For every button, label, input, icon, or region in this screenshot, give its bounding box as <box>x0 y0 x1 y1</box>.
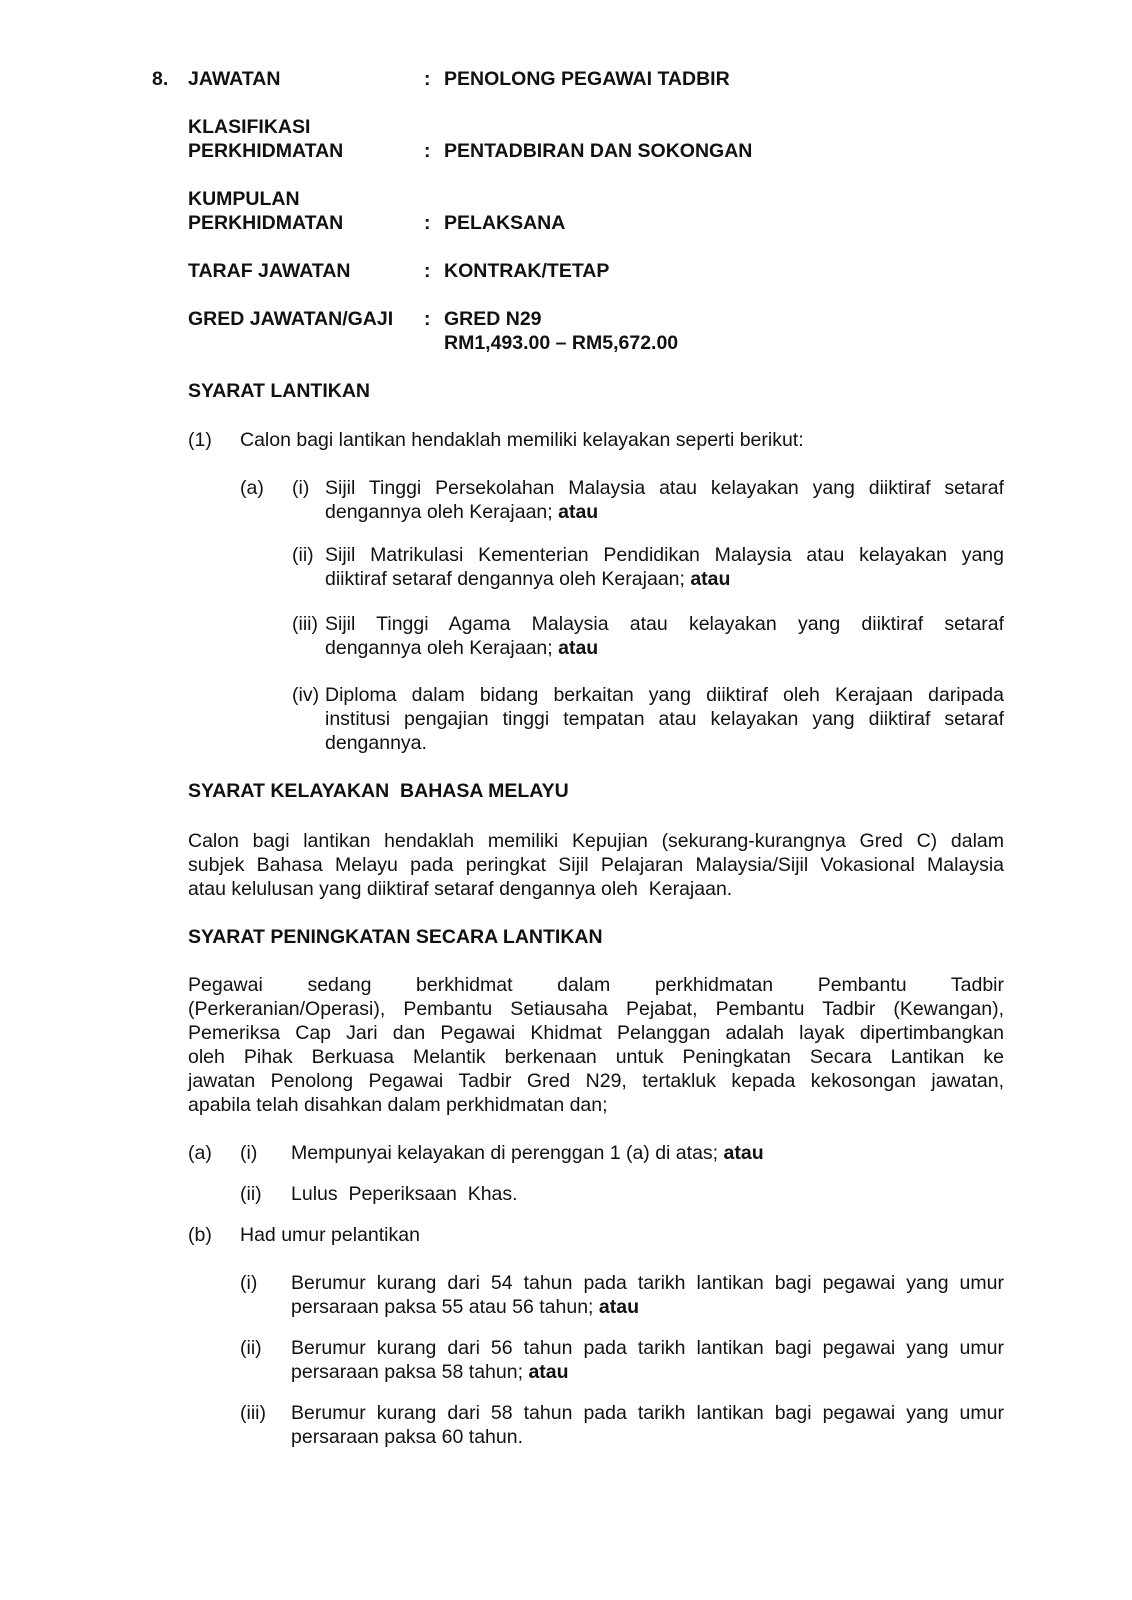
item-number: (i) <box>240 1272 258 1294</box>
colon: : <box>424 260 431 282</box>
kumpulan-label-2: PERKHIDMATAN <box>188 212 344 234</box>
peningkatan-line: jawatan Penolong Pegawai Tadbir Gred N29, tertakluk kepada kekosongan jawatan, <box>188 1070 1004 1092</box>
para-number: (1) <box>188 429 212 451</box>
sub-label-a: (a) <box>188 1142 212 1164</box>
item-line: Diploma dalam bidang berkaitan yang diiktiraf oleh Kerajaan daripada <box>325 684 1004 706</box>
item-line: dengannya oleh Kerajaan; atau <box>325 637 599 659</box>
item-number: (iv) <box>292 684 320 706</box>
item-line: persaraan paksa 55 atau 56 tahun; atau <box>291 1296 640 1318</box>
klasifikasi-value: PENTADBIRAN DAN SOKONGAN <box>444 140 753 162</box>
item-line: Lulus Peperiksaan Khas. <box>291 1183 518 1205</box>
klasifikasi-label-2: PERKHIDMATAN <box>188 140 344 162</box>
peningkatan-line: Pemeriksa Cap Jari dan Pegawai Khidmat Pelanggan adalah layak dipertimbangkan <box>188 1022 1004 1044</box>
jawatan-label: JAWATAN <box>188 68 281 90</box>
para-text: Calon bagi lantikan hendaklah memiliki kelayakan seperti berikut: <box>240 429 804 451</box>
bahasa-line: Calon bagi lantikan hendaklah memiliki Kepujian (sekurang-kurangnya Gred C) dalam <box>188 830 1004 852</box>
colon: : <box>424 140 431 162</box>
item-line: Sijil Matrikulasi Kementerian Pendidikan Malaysia atau kelayakan yang <box>325 544 1004 566</box>
colon: : <box>424 68 431 90</box>
item-line: persaraan paksa 60 tahun. <box>291 1426 524 1448</box>
item-line: Sijil Tinggi Agama Malaysia atau kelayakan yang diiktiraf setaraf <box>325 613 1004 635</box>
item-number: (ii) <box>240 1183 262 1205</box>
item-number: (iii) <box>240 1402 266 1424</box>
syarat-lantikan-heading: SYARAT LANTIKAN <box>188 380 371 402</box>
klasifikasi-label: KLASIFIKASI <box>188 116 311 138</box>
colon: : <box>424 308 431 330</box>
peningkatan-line: apabila telah disahkan dalam perkhidmatan dan; <box>188 1094 608 1116</box>
item-number: (i) <box>240 1142 258 1164</box>
bahasa-heading: SYARAT KELAYAKAN BAHASA MELAYU <box>188 780 569 802</box>
item-line: dengannya oleh Kerajaan; atau <box>325 501 599 523</box>
item-number: (i) <box>292 477 310 499</box>
item-line: Berumur kurang dari 56 tahun pada tarikh lantikan bagi pegawai yang umur <box>291 1337 1004 1359</box>
sub-label-a: (a) <box>240 477 264 499</box>
item-line: Mempunyai kelayakan di perenggan 1 (a) di atas; atau <box>291 1142 764 1164</box>
item-line: Berumur kurang dari 54 tahun pada tarikh lantikan bagi pegawai yang umur <box>291 1272 1004 1294</box>
item-number: (ii) <box>240 1337 262 1359</box>
gaji-value: RM1,493.00 – RM5,672.00 <box>444 332 679 354</box>
taraf-value: KONTRAK/TETAP <box>444 260 610 282</box>
taraf-label: TARAF JAWATAN <box>188 260 351 282</box>
item-line: Sijil Tinggi Persekolahan Malaysia atau kelayakan yang diiktiraf setaraf <box>325 477 1004 499</box>
kumpulan-value: PELAKSANA <box>444 212 566 234</box>
peningkatan-heading: SYARAT PENINGKATAN SECARA LANTIKAN <box>188 926 603 948</box>
peningkatan-line: Pegawai sedang berkhidmat dalam perkhidmatan Pembantu Tadbir <box>188 974 1004 996</box>
colon: : <box>424 212 431 234</box>
gred-label: GRED JAWATAN/GAJI <box>188 308 394 330</box>
gred-value: GRED N29 <box>444 308 542 330</box>
item-line: persaraan paksa 58 tahun; atau <box>291 1361 569 1383</box>
item-line: dengannya. <box>325 732 427 754</box>
bahasa-line: subjek Bahasa Melayu pada peringkat Sijil Pelajaran Malaysia/Sijil Vokasional Malaysia <box>188 854 1004 876</box>
peningkatan-line: oleh Pihak Berkuasa Melantik berkenaan untuk Peningkatan Secara Lantikan ke <box>188 1046 1004 1068</box>
item-line: institusi pengajian tinggi tempatan atau kelayakan yang diiktiraf setaraf <box>325 708 1004 730</box>
peningkatan-line: (Perkeranian/Operasi), Pembantu Setiausaha Pejabat, Pembantu Tadbir (Kewangan), <box>188 998 1004 1020</box>
kumpulan-label: KUMPULAN <box>188 188 300 210</box>
sub-label-b: (b) <box>188 1224 212 1246</box>
item-line: diiktiraf setaraf dengannya oleh Kerajaan; atau <box>325 568 731 590</box>
item-number: (ii) <box>292 544 314 566</box>
item-line: Had umur pelantikan <box>240 1224 420 1246</box>
jawatan-value: PENOLONG PEGAWAI TADBIR <box>444 68 730 90</box>
item-line: Berumur kurang dari 58 tahun pada tarikh lantikan bagi pegawai yang umur <box>291 1402 1004 1424</box>
bahasa-line: atau kelulusan yang diiktiraf setaraf dengannya oleh Kerajaan. <box>188 878 733 900</box>
section-number: 8. <box>152 68 169 90</box>
item-number: (iii) <box>292 613 318 635</box>
